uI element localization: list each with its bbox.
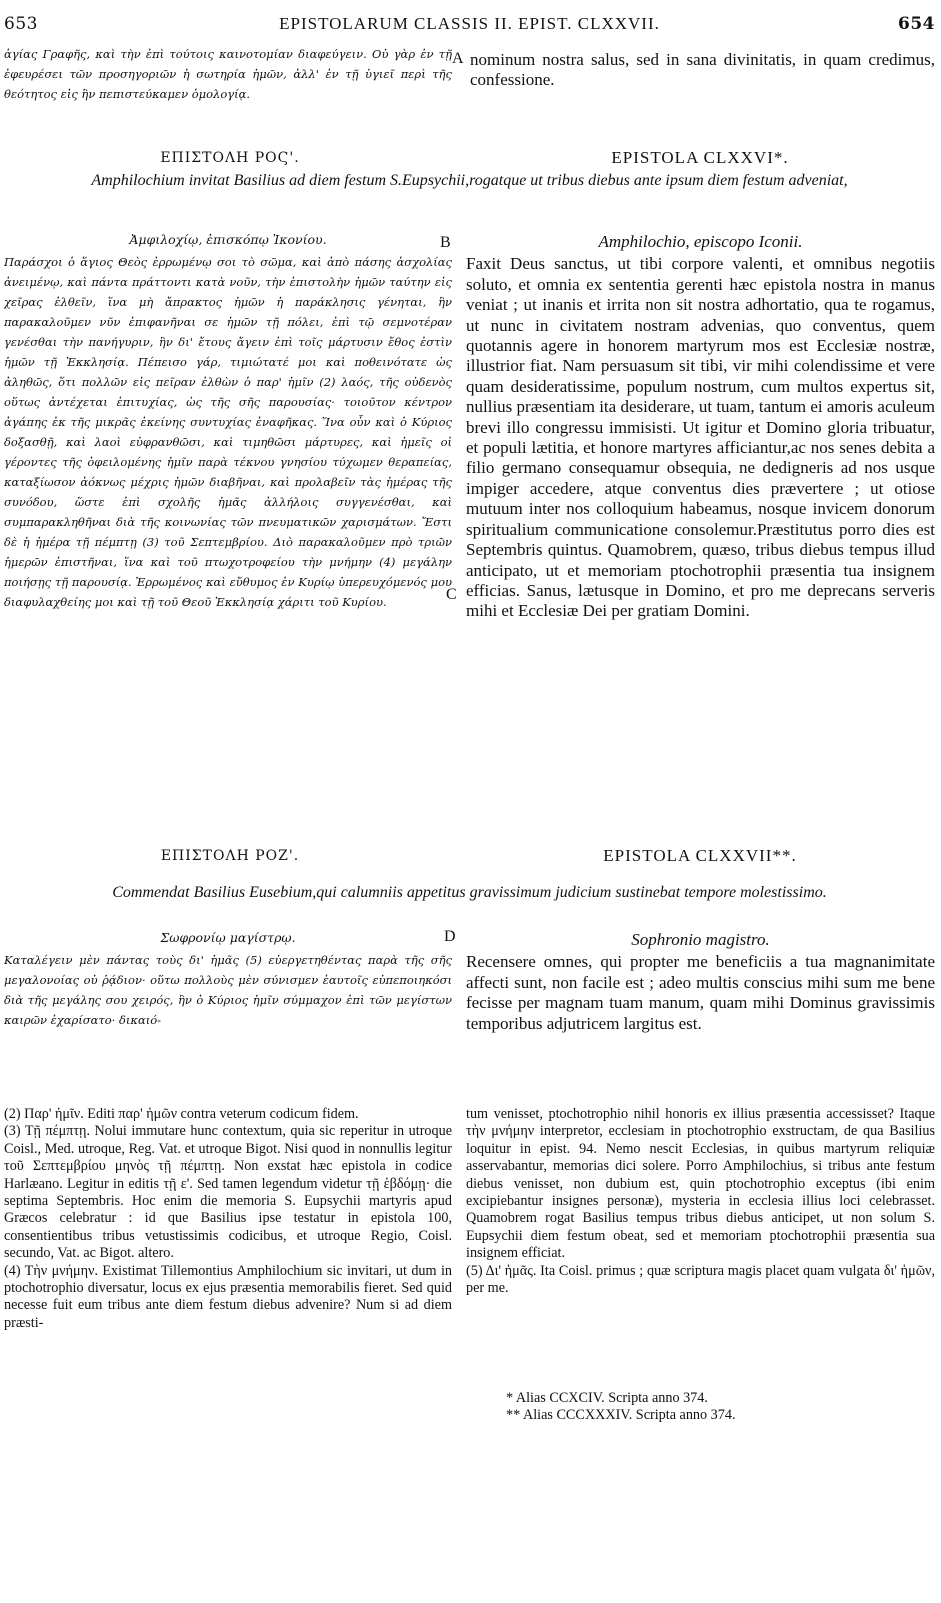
footnote-4-continued: tum venisset, ptochotrophio nihil honoris ex illius præsentia accessisset? Itaque τὴν μνήμην interpretor, ecclesiam in ptochotrophio exstructam, de qua Basilius loquitur in epist. 94. Nemo nescit Ecclesias, in quibus martyrum reliquiæ asservabantur, memorias dici solere. Porro Amphilochius, si tribus ante festum diebus venisset, non dubium est, quin ptochotrophio exceptus (ibi enim excipiebantur insignes personæ), mysteria in ecclesia illius loci celebrasset. Quamobrem rogat Basilius tempus tribus diebus anticipet, ut non solum S. Eupsychii diem festum obeat, sed et memoriam ptochotrophii præsentia sua insignem efficiat.: [466, 1106, 935, 1262]
ep177-greek-address: Σωφρονίῳ μαγίστρῳ.: [160, 930, 296, 945]
ep177-latin-column: [466, 930, 935, 1090]
footnotes-right: [466, 1106, 935, 1386]
latin-continuation: [470, 50, 935, 100]
ep176-argument: Amphilochium invitat Basilius ad diem festum S.Eupsychii,rogatque ut tribus diebus ante ipsum diem festum adveniat,: [91, 172, 848, 189]
ep176-latin-heading: EPISTOLA CLXXVI*.: [611, 148, 789, 167]
running-header: [4, 14, 935, 40]
footnote-5: (5) Δι' ἡμᾶς. Ita Coisl. primus ; quæ scriptura magis placet quam vulgata δι' ἡμῶν, per me.: [466, 1262, 935, 1297]
ep177-greek-column: [4, 928, 452, 1088]
margin-marker-d: D: [444, 928, 456, 945]
star-note-2: ** Alias CCCXXXIV. Scripta anno 374.: [506, 1407, 736, 1424]
footnotes-left: [4, 1106, 452, 1436]
margin-marker-b: B: [440, 234, 451, 251]
ep176-latin-column: [466, 232, 935, 822]
ep177-latin-heading: EPISTOLA CLXXVII**.: [603, 846, 797, 865]
ep176-greek-heading: ΕΠΙΣΤΟΛΗ ΡΟϚ'.: [160, 150, 300, 166]
right-page-number: 654: [898, 14, 935, 34]
ep177-latin-address: Sophronio magistro.: [631, 930, 770, 949]
ep176-greek-address: Ἀμφιλοχίῳ, ἐπισκόπῳ Ἰκονίου.: [129, 232, 327, 247]
left-page-number: 653: [4, 14, 38, 34]
footnote-3: (3) Τῇ πέμπτῃ. Nolui immutare hunc contextum, quia sic reperitur in utroque Coisl., Med. utroque, Reg. Vat. et utroque Bigot. Nisi quod in nonnullis legitur τοῦ Σεπτεμβρίου μηνὸς τῇ πέμπτῃ. Non exstat hæc epistola in codice Harlæano. Legitur in editis τῇ ε'. Sed tamen legendum videtur τῇ ἑβδόμῃ· die septima Septembris. Hoc enim die memoria S. Eupsychii martyris apud Græcos celebratur : id que Basilius ipse testatur in epistola 100, consentientibus tribus vetustissimis codicibus, et utroque Regio, Coisl. secundo, Vat. ac Bigot. altero.: [4, 1123, 452, 1262]
ep176-latin-text: Faxit Deus sanctus, ut tibi corpore valenti, et omnibus negotiis soluto, et omnia ex sententia gerenti hæc epistola nostra in manus veniat ; ut inanis et irrita non sit nostra adhortatio, qua te rogamus, ut nunc in civitatem nostram advenias, quo conventus, quem quotannis agere in honorem martyrum mos est Ecclesiæ nostræ, illustrior fiat. Nam persuasum sit tibi, vir mihi colendissime et vere quam desideratissime, populum nostrum, cum multos expertus sit, nullius præsentiam ita desiderare, ut tuam, tantum ei amoris aculeum brevi illo congressu immisisti. Ut igitur et Domino gloria tribuatur, et populi lætitia, et honore martyres afficiantur,ac nos senes debita a filio germano consequamur obsequia, ne dedigneris ad nos usque impiger accedere, atque conventus dies prævertere ; ut otiose mutuum inter nos colloquium habeamus, nosque invicem donorum spiritualium communicatione consolemur.Præstitutus porro dies est Septembris quintus. Quamobrem, quæso, tribus diebus tempus illud anticipato, ut et memoriam ptochotrophii præsentia tua insignem efficias. Sanus, lætusque in Domino, et pro me deprecans serveris mihi et Ecclesiæ Dei per gratiam Domini.: [466, 254, 935, 621]
ep176-greek-column: [4, 230, 452, 810]
greek-continuation-text: ἁγίας Γραφῆς, καὶ τὴν ἐπὶ τούτοις καινοτομίαν διαφεύγειν. Οὐ γὰρ ἐν τῇ ἐφευρέσει τῶν προσηγοριῶν ἡ σωτηρία ἡμῶν, ἀλλ' ἐν τῇ ὑγιεῖ περὶ τῆς θεότητος εἰς ἣν πεπιστεύκαμεν ὁμολογίᾳ.: [4, 47, 452, 101]
margin-marker-c: C: [446, 586, 457, 603]
margin-marker-a: A: [452, 50, 464, 67]
footnote-4: (4) Τὴν μνήμην. Existimat Tillemontius Amphilochium sic invitari, ut dum in ptochotrophio diversatur, locus ex ejus præsentia memorabilis fieret. Sed quid necesse fuit eum tribus ante diem festum diebus advenire? Num si ad diem præsti-: [4, 1262, 452, 1331]
star-note-1: * Alias CCXCIV. Scripta anno 374.: [506, 1390, 708, 1406]
ep177-latin-text: Recensere omnes, qui propter me beneficiis a tua magnanimitate affecti sunt, non facile est ; adeo multis conscius mihi sum me bene fecisse per magnam tuam manum, quam mihi Dominus gravissimis temporibus adjutricem largitus est.: [466, 952, 935, 1033]
greek-continuation: [4, 44, 452, 128]
footnote-2: (2) Παρ' ἡμῖν. Editi παρ' ἡμῶν contra veterum codicum fidem.: [4, 1106, 359, 1122]
ep176-latin-address: Amphilochio, episcopo Iconii.: [598, 232, 803, 251]
latin-continuation-text: nominum nostra salus, sed in sana divinitatis, in quam credimus, confessione.: [470, 50, 935, 90]
ep177-argument: Commendat Basilius Eusebium,qui calumniis appetitus gravissimum judicium sustinebat tempore molestissimo.: [112, 884, 827, 901]
running-title: EPISTOLARUM CLASSIS II. EPIST. CLXXVII.: [279, 14, 660, 33]
edition-notes: [506, 1390, 926, 1425]
ep176-greek-text: Παράσχοι ὁ ἅγιος Θεὸς ἐρρωμένῳ σοι τὸ σῶμα, καὶ ἀπὸ πάσης ἀσχολίας ἀνειμένῳ, καὶ πάντα πράττοντι κατὰ νοῦν, τὴν ἐπιστολὴν ἡμῶν ταύτην εἰς χεῖρας ἐλθεῖν, ἵνα μὴ ἄπρακτος ἡμῶν ἡ παράκλησις γένηται, ἣν παρακαλοῦμεν νῦν ἐπιφανῆναι σε ἡμῶν τῇ πόλει, ἐπὶ τῷ σεμνοτέραν γενέσθαι τὴν πανήγυριν, ἣν δι' ἔτους ἄγειν ἐπὶ τοῖς μάρτυσιν ἔθος ἐστὶν ἡμῶν τῇ Ἐκκλησίᾳ. Πέπεισο γάρ, τιμιώτατέ μοι καὶ ποθεινότατε ὡς ἀληθῶς, ὅτι πολλῶν εἰς πεῖραν ἐλθὼν ὁ παρ' ἡμῖν (2) λαός, τῆς οὐδενὸς οὕτως ἀντέχεται ἐπιτυχίας, ὡς τῆς σῆς παρουσίας· τοιοῦτον κέντρον ἀγάπης ἐκ τῆς μικρᾶς ἐκείνης συντυχίας ἐναφῆκας. Ἵνα οὖν καὶ ὁ Κύριος δοξασθῇ, καὶ λαοὶ εὐφρανθῶσι, καὶ τιμηθῶσι μάρτυρες, καὶ ἡμεῖς οἱ γέροντες τῆς ὀφειλομένης ἡμῖν παρὰ τέκνου γνησίου τύχωμεν θεραπείας, καταξίωσον ἀόκνως μέχρις ἡμῶν διαβῆναι, καὶ προλαβεῖν τὰς ἡμέρας τῆς συνόδου, ὥστε ἐπὶ σχολῆς ἡμᾶς ἀλλήλοις συγγενέσθαι, καὶ συμπαρακληθῆναι διὰ τῆς κοινωνίας τῶν πνευματικῶν χαρισμάτων. Ἔστι δὲ ἡ ἡμέρα τῇ πέμπτῃ (3) τοῦ Σεπτεμβρίου. Διὸ παρακαλοῦμεν πρὸ τριῶν ἡμερῶν ἐπιστῆναι, ἵνα καὶ τοῦ πτωχοτροφείου τὴν μνήμην (4) μεγάλην ποιήσῃς τῇ παρουσίᾳ. Ἐρρωμένος καὶ εὔθυμος ἐν Κυρίῳ ὑπερευχόμενός μου διαφυλαχθείης μοι καὶ τῇ τοῦ Θεοῦ Ἐκκλησίᾳ χάριτι τοῦ Κυρίου.: [4, 255, 452, 609]
ep177-greek-heading: ΕΠΙΣΤΟΛΗ ΡΟΖ'.: [160, 848, 300, 864]
ep177-greek-text: Καταλέγειν μὲν πάντας τοὺς δι' ἡμᾶς (5) εὐεργετηθέντας παρὰ τῆς σῆς μεγαλονοίας οὐ ῥᾴδιον· οὕτω πολλοὺς μὲν σύνισμεν ἑαυτοῖς εὐπεποιηκόσι διὰ τῆς μεγάλης σου χειρός, ἣν ὁ Κύριος ἡμῖν σύμμαχον ἐπὶ τῶν μεγίστων καιρῶν ἐχαρίσατο· δικαιό-: [4, 953, 452, 1027]
